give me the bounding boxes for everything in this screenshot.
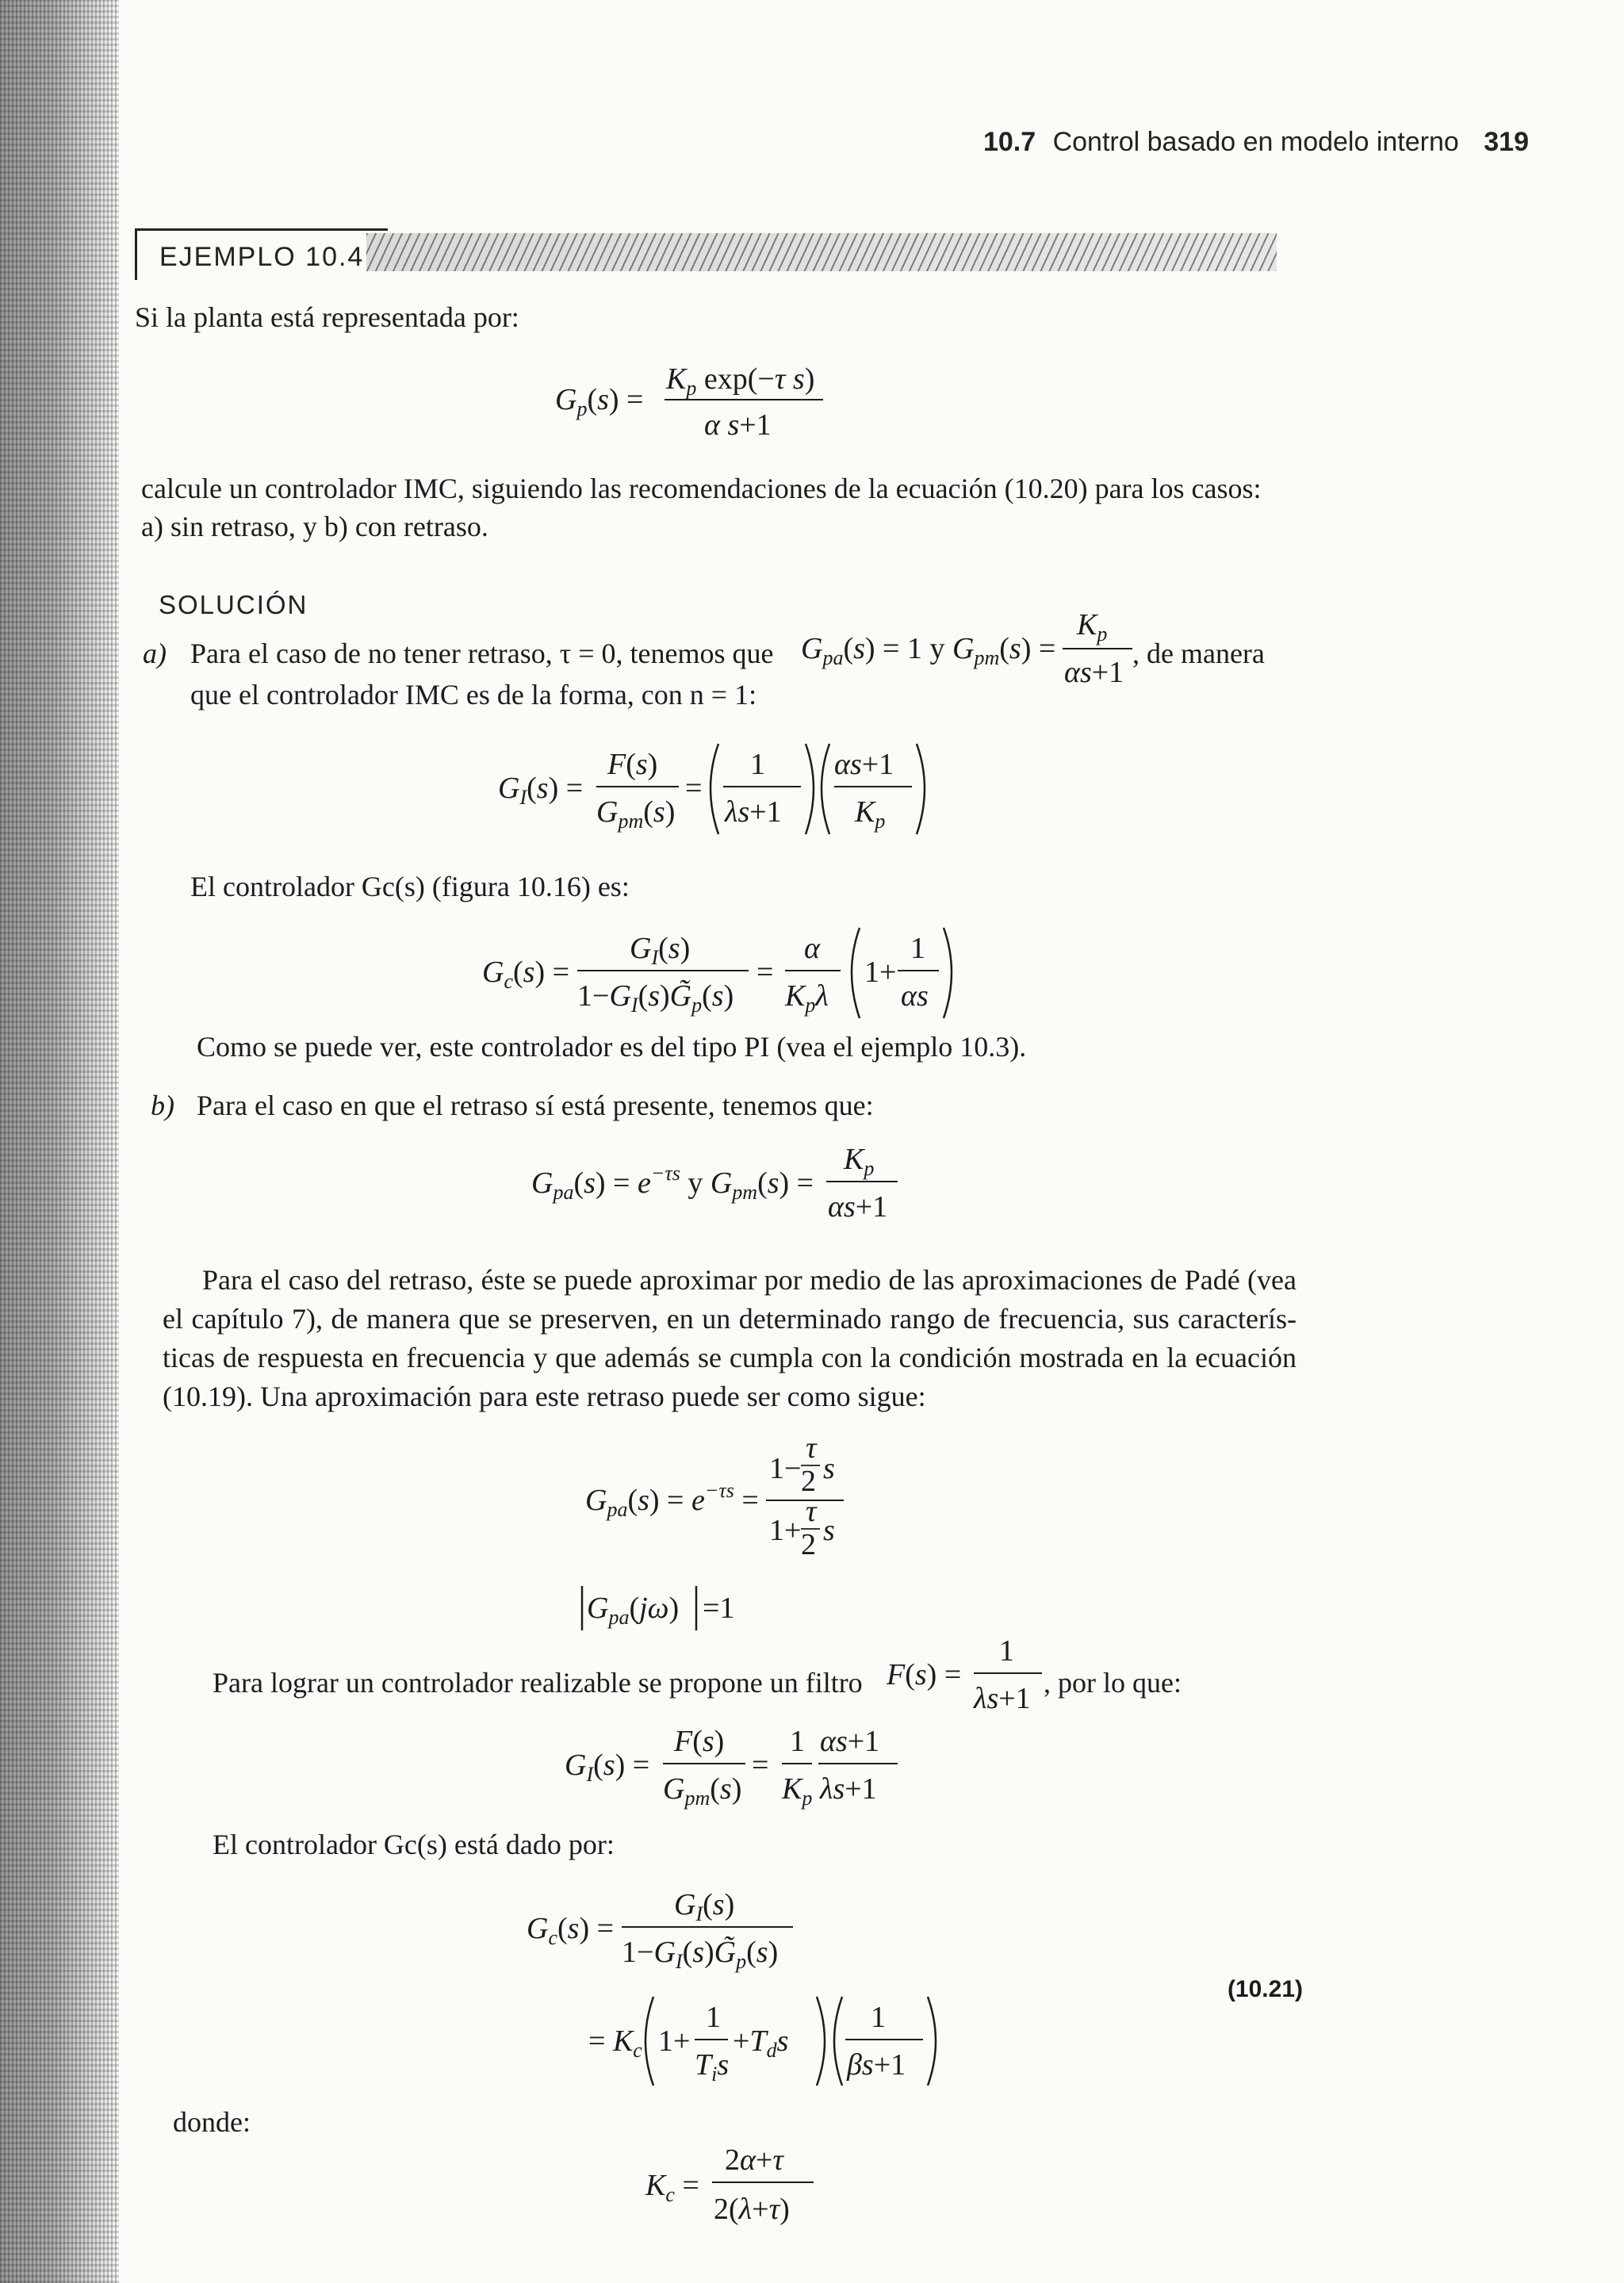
svg-text:1: 1 — [790, 1725, 805, 1758]
where-label: donde: — [173, 2106, 251, 2138]
solution-heading: SOLUCIÓN — [159, 590, 308, 619]
svg-text:αs+1: αs+1 — [820, 1725, 880, 1758]
svg-text:1: 1 — [750, 748, 765, 781]
svg-text:τ: τ — [806, 1495, 817, 1528]
pade-paragraph: Para el caso del retraso, éste se puede aproximar por medio de las aproximaciones de Padé (vea el capítulo 7), de manera que se preserven, en un determinado rango de frecuencia, sus caracterís- ticas de respuesta en frecuencia y que además se cumpla con la condición mostrada en la ecuación (10.19). Una aproximación para este retraso puede ser como sigue: — [163, 1264, 1297, 1412]
equation-kc — [645, 2136, 852, 2231]
svg-text:=1: =1 — [703, 1592, 735, 1625]
case-a-line-1-start: Para el caso de no tener retraso, τ = 0, tenemos que — [190, 638, 774, 669]
scan-binding-edge — [0, 0, 119, 2283]
gc-intro: El controlador Gc(s) (figura 10.16) es: — [190, 871, 630, 902]
svg-text:+Tds: $+T_ds$ — [733, 2024, 789, 2062]
svg-text:GI(s) =: $G_I(s)$ = — [498, 772, 584, 809]
filter-sentence-start: Para lograr un controlador realizable se propone un filtro — [213, 1667, 863, 1699]
svg-text:2(λ+τ): 2(λ+τ) — [714, 2193, 790, 2226]
equation-gpa-gpm-b — [531, 1136, 912, 1231]
svg-text:Gc(s) =: $G_c(s)$ = — [527, 1912, 615, 1949]
svg-text:τ: τ — [806, 1431, 817, 1465]
equation-magnitude — [577, 1581, 768, 1637]
intro-line-3: a) sin retraso, y b) con retraso. — [141, 511, 488, 542]
svg-text:αs+1: αs+1 — [834, 748, 894, 781]
case-b-line-1: Para el caso en que el retraso sí está presente, tenemos que: — [197, 1090, 874, 1121]
svg-text:Tis: $T_is$ — [695, 2048, 730, 2086]
svg-text:Gpa(s) = 1 y Gpm(s) =: $G_{pa}(s) = 1$ y $G_{pm}(s)$ = — [801, 632, 1056, 669]
svg-text:αs: αs — [901, 979, 929, 1013]
equation-filter-inline — [887, 1626, 1045, 1721]
svg-text:=: = — [752, 1749, 769, 1782]
example-banner-hatching — [366, 233, 1277, 271]
svg-text:Kp: $K_p$ — [1077, 608, 1108, 645]
svg-text:GI(s): $G_I(s)$ — [674, 1888, 735, 1925]
svg-text:λs+1: λs+1 — [820, 1772, 877, 1806]
svg-text:λs+1: λs+1 — [974, 1682, 1031, 1715]
svg-text:Gpa(jω): $G_{pa}(j\omega)$ — [587, 1592, 680, 1629]
intro-line-1: Si la planta está representada por: — [135, 301, 519, 333]
svg-text:Kp: $K_p$ — [855, 795, 886, 833]
svg-text:=: = — [685, 772, 703, 805]
svg-text:Kp: $K_p$ — [782, 1772, 813, 1810]
svg-text:GI(s): $G_I(s)$ — [630, 932, 691, 969]
equation-gpa-gpm-inline — [801, 601, 1134, 696]
equation-gc-a — [482, 921, 958, 1025]
example-label: EJEMPLO 10.4 — [135, 228, 388, 280]
case-b-marker: b) — [151, 1090, 174, 1121]
pi-note: Como se puede ver, este controlador es del tipo PI (vea el ejemplo 10.3). — [197, 1031, 1027, 1063]
section-number: 10.7 — [982, 127, 1036, 157]
case-a-line-1-end: , de manera — [1132, 638, 1265, 669]
svg-text:1: 1 — [910, 932, 925, 965]
svg-text:1−: 1− — [769, 1452, 802, 1485]
section-title: Control basado en modelo interno — [1052, 127, 1459, 157]
svg-text:Kp: $K_p$ — [844, 1143, 875, 1180]
svg-text:αs+1: αs+1 — [1064, 656, 1124, 689]
equation-pade — [585, 1431, 871, 1576]
svg-text:s: s — [823, 1452, 835, 1485]
svg-text:Gpa(s) = e−τs y Gpm(s) =: $G_{pa}(s) = e^{-\tau s}$ y $G_{pm}(s)$ = — [531, 1162, 814, 1204]
svg-text:1−GI(s)G̃p(s): $1-G_I(s)G̃_p(s)$ — [577, 979, 734, 1017]
svg-text:s: s — [823, 1514, 835, 1547]
intro-line-2: calcule un controlador IMC, siguiendo las recomendaciones de la ecuación (10.20) para los casos: — [141, 473, 1262, 504]
gc-given: El controlador Gc(s) está dado por: — [213, 1829, 615, 1860]
svg-text:αs+1: αs+1 — [828, 1190, 888, 1224]
svg-text:Gp(s) =: $G_p(s)$ = — [555, 383, 644, 420]
svg-text:GI(s) =: $G_I(s)$ = — [565, 1749, 650, 1786]
svg-text:βs+1: βs+1 — [847, 2048, 906, 2082]
equation-number: (10.21) — [1227, 1976, 1303, 2002]
svg-text:1: 1 — [999, 1634, 1014, 1668]
svg-text:Kp exp(−τ s): $K_p$ exp(−τ s) — [666, 362, 815, 400]
svg-text:Gc(s) =: $G_c(s)$ = — [482, 956, 570, 993]
equation-plant — [555, 357, 841, 444]
svg-text:Gpa(s) = e−τs =: $G_{pa}(s) = e^{-\tau s}$ = — [585, 1479, 759, 1521]
svg-text:λs+1: λs+1 — [725, 795, 782, 829]
svg-text:2: 2 — [801, 1528, 816, 1561]
svg-text:Gpm(s): $G_{pm}(s)$ — [596, 795, 676, 833]
svg-text:α s+1: α s+1 — [704, 408, 772, 442]
svg-text:1+: 1+ — [769, 1514, 802, 1547]
svg-text:1−GI(s)G̃p(s): $1-G_I(s)G̃_p(s)$ — [622, 1936, 779, 1973]
svg-text:F(s): F(s) — [607, 748, 658, 781]
svg-text:1: 1 — [706, 2001, 721, 2034]
equation-gi-b — [565, 1718, 914, 1813]
case-a-marker: a) — [143, 638, 167, 669]
svg-text:= Kc: = $K_c$ — [588, 2024, 642, 2062]
svg-text:Kc =: $K_c$ = — [645, 2169, 699, 2206]
svg-text:1+: 1+ — [658, 2024, 691, 2058]
filter-sentence-end: , por lo que: — [1044, 1667, 1182, 1699]
svg-text:1+: 1+ — [864, 956, 897, 989]
svg-text:Gpm(s): $G_{pm}(s)$ — [663, 1772, 742, 1810]
svg-text:Kpλ: $K_p\lambda$ — [785, 979, 829, 1017]
case-a-line-2: que el controlador IMC es de la forma, con n = 1: — [190, 679, 757, 711]
example-banner — [135, 228, 1277, 284]
equation-gc-b — [527, 1878, 971, 2100]
svg-text:2: 2 — [801, 1465, 816, 1498]
svg-text:α: α — [804, 932, 820, 965]
running-header — [983, 127, 1529, 158]
svg-text:F(s) =: F(s) = — [887, 1658, 962, 1691]
equation-gi-a — [498, 737, 942, 841]
svg-text:1: 1 — [871, 2001, 886, 2034]
svg-text:=: = — [756, 956, 774, 989]
svg-text:2α+τ: 2α+τ — [725, 2143, 783, 2177]
page-number: 319 — [1484, 127, 1529, 157]
svg-text:F(s): F(s) — [674, 1725, 725, 1758]
